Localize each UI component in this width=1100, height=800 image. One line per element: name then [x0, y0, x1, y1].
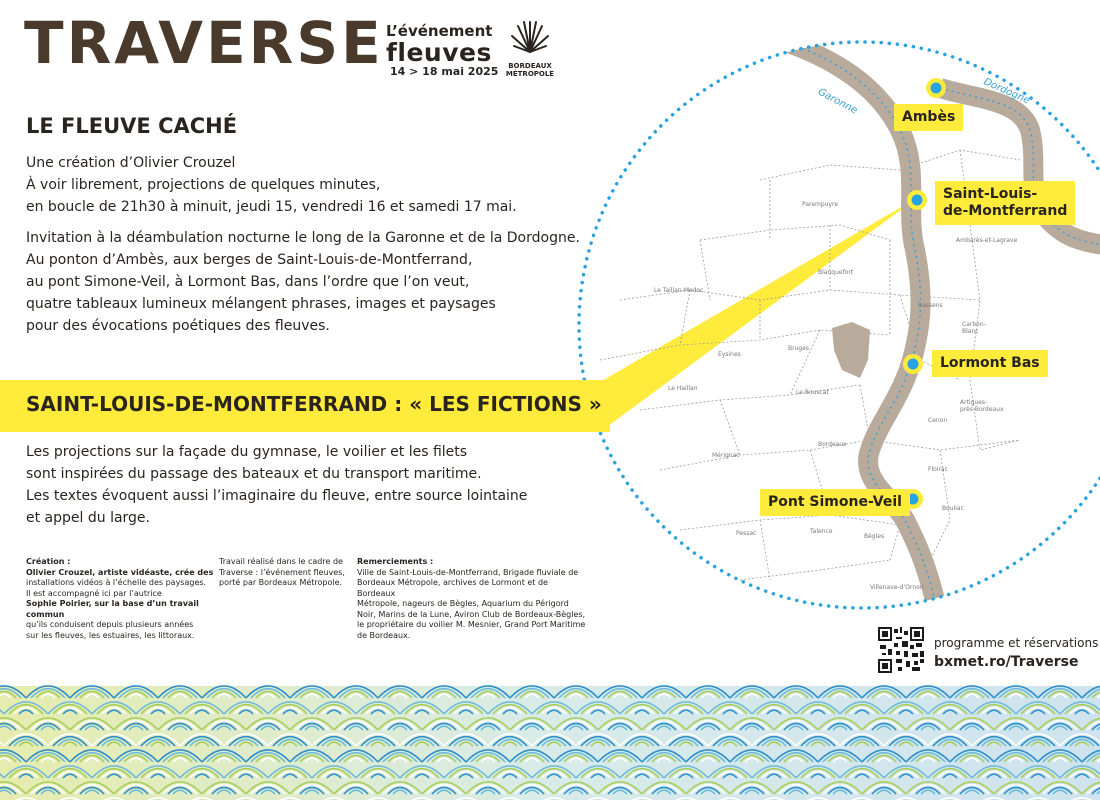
text-line: sont inspirées du passage des bateaux et du transport maritime.: [26, 466, 482, 482]
text-line: installations vidéos à l’échelle des paysages.: [26, 578, 207, 587]
text-line: Sophie Poirier, sur la base d’un travail commun: [26, 599, 199, 619]
muni-label: Mérignac: [712, 452, 740, 459]
text-line: Invitation à la déambulation nocturne le long de la Garonne et de la Dordogne.: [26, 230, 580, 246]
text-line: pour des évocations poétiques des fleuves.: [26, 318, 330, 334]
qr-code-icon[interactable]: [878, 627, 924, 673]
muni-label: Le Bouscat: [796, 389, 829, 396]
muni-label-line: Artigues-: [960, 399, 988, 406]
event-line2: fleuves: [386, 37, 492, 67]
text-line: quatre tableaux lumineux mélangent phrases, images et paysages: [26, 296, 496, 312]
muni-label: [960, 399, 1004, 413]
text-line: sur les fleuves, les estuaires, les littoraux.: [26, 630, 195, 640]
muni-label: Bègles: [864, 533, 885, 540]
muni-label: Bruges: [788, 345, 810, 352]
text-line: Bordeaux Métropole, archives de Lormont et de Bordeaux: [357, 578, 548, 598]
muni-label: Cenon: [928, 417, 948, 424]
text-line: Traverse : l’événement fleuves,: [219, 567, 345, 577]
site-label-ambes: Ambès: [894, 104, 963, 131]
text-line: et appel du large.: [26, 510, 150, 526]
text-line: Au ponton d’Ambès, aux berges de Saint-Louis-de-Montferrand,: [26, 252, 473, 268]
waves-decoration: [0, 672, 1100, 800]
highlight-beam: [600, 198, 917, 432]
credits-creation-heading: Création :: [26, 557, 71, 566]
garonne-label: Garonne: [815, 86, 860, 117]
muni-label: Floirac: [928, 466, 948, 473]
site-label-saint-louis-line2: de-Montferrand: [943, 203, 1068, 219]
site-label-lormont: Lormont Bas: [932, 350, 1048, 377]
site-dot-saint-louis: [912, 195, 923, 206]
muni-label: Blanquefort: [818, 269, 854, 276]
muni-label: Talence: [810, 528, 833, 535]
text-line: Ville de Saint-Louis-de-Montferrand, Brigade fluviale de: [357, 567, 579, 577]
muni-label: Pessac: [736, 530, 757, 537]
text-line: Olivier Crouzel, artiste vidéaste, crée des: [26, 567, 214, 577]
credits-context: [219, 557, 349, 589]
site-label-saint-louis-line1: Saint-Louis-: [943, 186, 1038, 202]
traverse-logo: TRAVERSE: [24, 9, 384, 77]
site-label-saint-louis: [935, 181, 1075, 225]
lake-shape: [832, 322, 870, 378]
muni-label: Parempuyre: [802, 201, 839, 208]
text-line: qu’ils conduisent depuis plusieurs années: [26, 620, 194, 629]
site-dot-ambes: [931, 83, 942, 94]
text-line: Noir, Marins de la Lune, Aviron Club de Bordeaux-Bègles,: [357, 609, 586, 619]
text-line: le propriétaire du voilier M. Mesnier, Grand Port Maritime: [357, 620, 586, 629]
highlight-description: [26, 441, 527, 529]
text-line: Métropole, nageurs de Bègles, Aquarium du Périgord: [357, 599, 569, 608]
text-line: Il est accompagné ici par l’autrice: [26, 588, 162, 598]
muni-label: Bouliac: [942, 505, 964, 512]
muni-label-line: Blanc: [962, 328, 979, 335]
dordogne-label: Dordogne: [981, 76, 1032, 107]
text-line: porté par Bordeaux Métropole.: [219, 578, 343, 587]
muni-label: Le Taillan-Medoc: [654, 287, 704, 294]
text-line: de Bordeaux.: [357, 630, 411, 640]
text-line: au pont Simone-Veil, à Lormont Bas, dans l’ordre que l’on veut,: [26, 274, 470, 290]
partner-logo-line1: BORDEAUX: [508, 62, 552, 70]
credits-thanks: [357, 557, 587, 641]
muni-label-line: près-Bordeaux: [960, 406, 1004, 413]
site-dot-lormont: [908, 359, 919, 370]
muni-label-line: Carbon-: [962, 321, 986, 328]
event-line1: L’événement: [386, 22, 493, 40]
text-line: À voir librement, projections de quelques minutes,: [26, 177, 381, 193]
muni-label: [962, 321, 986, 335]
muni-label: Villenave-d’Ornon: [870, 584, 924, 591]
muni-label: Eysines: [718, 351, 741, 358]
text-line: Une création d’Olivier Crouzel: [26, 155, 236, 171]
highlight-title: SAINT-LOUIS-DE-MONTFERRAND : « LES FICTIONS »: [26, 392, 602, 416]
site-label-pont: Pont Simone-Veil: [760, 489, 910, 516]
text-line: Les textes évoquent aussi l’imaginaire du fleuve, entre source lointaine: [26, 488, 528, 504]
text-line: Travail réalisé dans le cadre de: [219, 557, 343, 566]
credits-creation: [26, 557, 216, 641]
credits-thanks-heading: Remerciements :: [357, 557, 434, 566]
artwork-title: LE FLEUVE CACHÉ: [26, 114, 238, 138]
muni-label: Le Haillan: [668, 385, 698, 392]
muni-label: Ambarès-et-Lagrave: [956, 237, 1018, 244]
event-dates: 14 > 18 mai 2025: [390, 65, 499, 78]
program-label: programme et réservations: [934, 636, 1099, 650]
dordogne-river: [940, 88, 1100, 250]
partner-logo-line2: MÉTROPOLE: [505, 70, 555, 79]
muni-label: Bordeaux: [818, 441, 847, 448]
text-line: Les projections sur la façade du gymnase, le voilier et les filets: [26, 444, 468, 460]
program-url-link[interactable]: bxmet.ro/Traverse: [934, 654, 1079, 670]
muni-label: Bassens: [918, 302, 943, 309]
text-line: en boucle de 21h30 à minuit, jeudi 15, vendredi 16 et samedi 17 mai.: [26, 199, 517, 215]
